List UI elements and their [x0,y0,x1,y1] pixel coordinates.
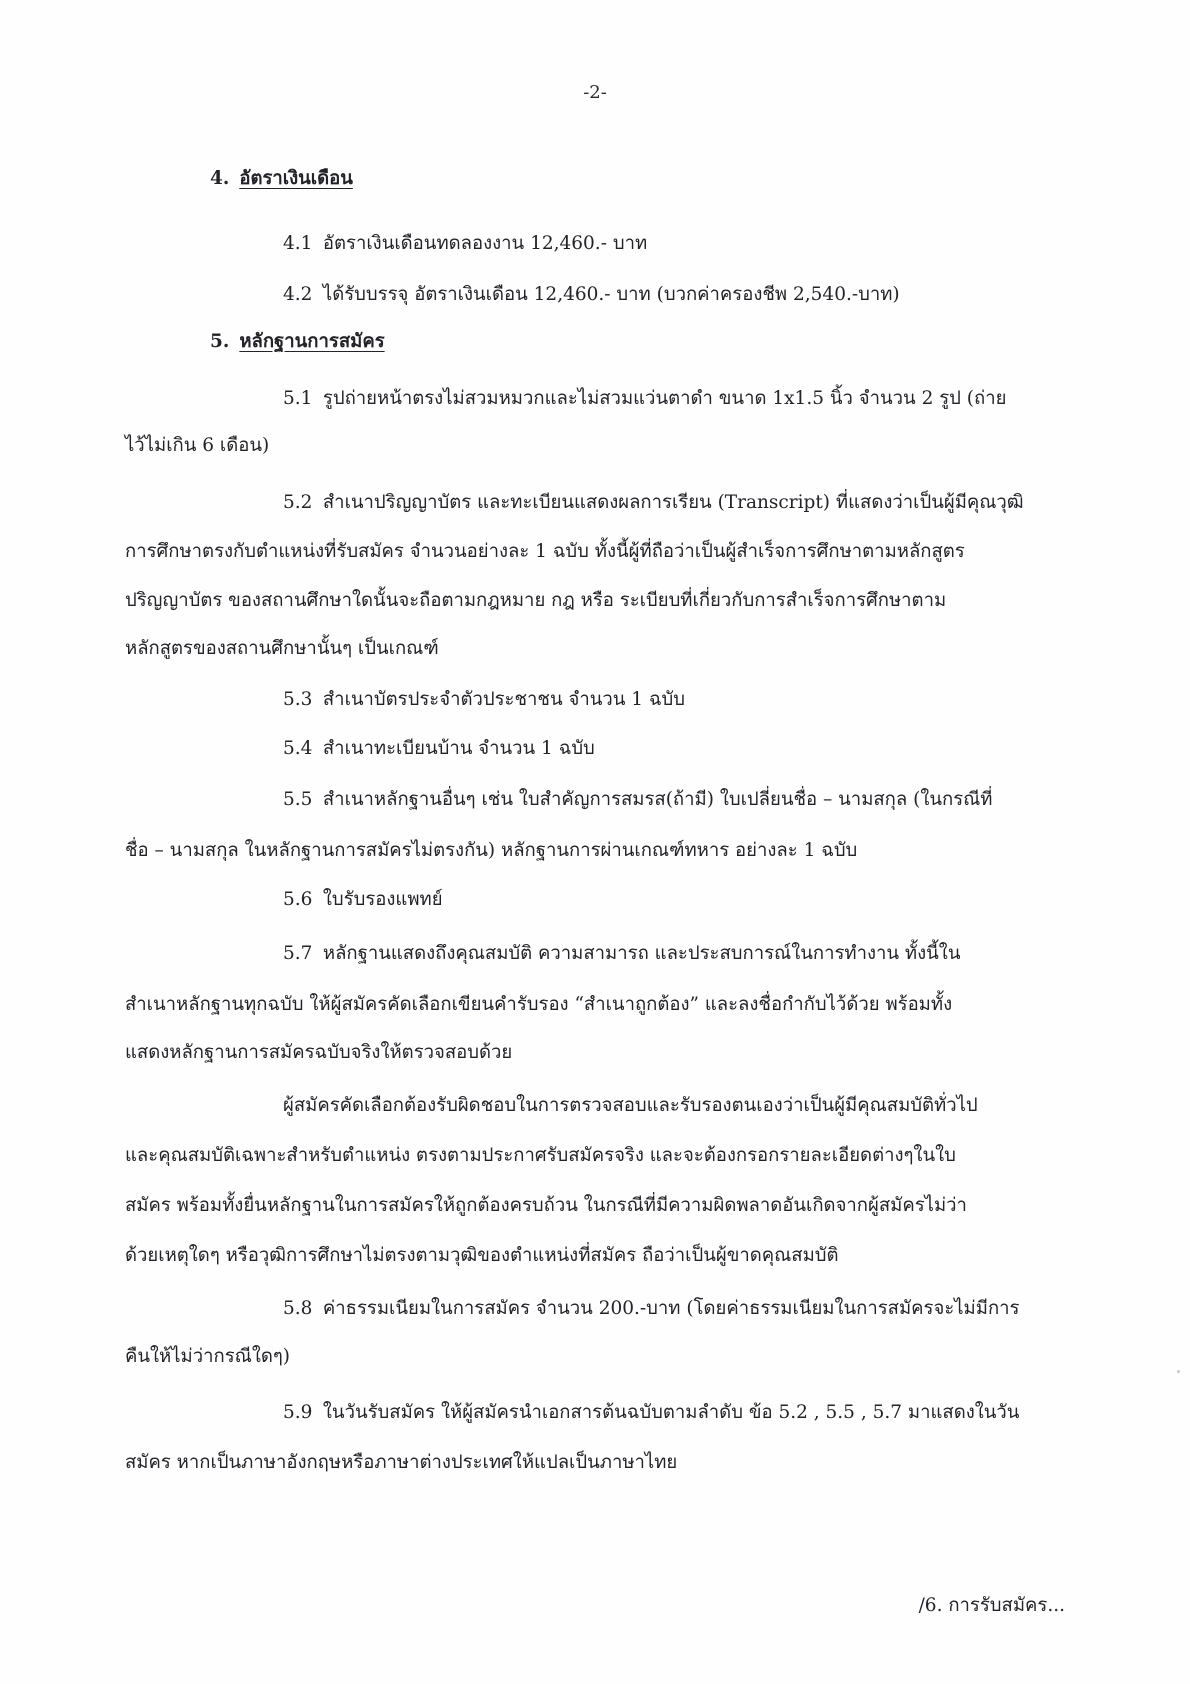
item-5-6-text: ใบรับรองแพทย์ [322,889,443,910]
item-5-6-number: 5.6 [283,889,313,910]
section-4-heading [210,166,353,192]
item-5-3-number: 5.3 [283,689,313,710]
item-5-9-text: ในวันรับสมัคร ให้ผู้สมัครนำเอกสารต้นฉบับตามลำดับ ข้อ 5.2 , 5.5 , 5.7 มาแสดงในวัน [322,1402,1020,1423]
item-5-2-line-3: ปริญญาบัตร ของสถานศึกษาใดนั้นจะถือตามกฎหมาย กฎ หรือ ระเบียบที่เกี่ยวกับการสำเร็จการศึกษาตาม [125,590,947,611]
item-5-2-number: 5.2 [283,492,313,513]
item-5-4-number: 5.4 [283,738,313,759]
item-5-2-text: สำเนาปริญญาบัตร และทะเบียนแสดงผลการเรียน (Transcript) ที่แสดงว่าเป็นผู้มีคุณวุฒิ [322,492,1024,513]
item-5-5-line-2: ชื่อ – นามสกุล ในหลักฐานการสมัครไม่ตรงกัน) หลักฐานการผ่านเกณฑ์ทหาร อย่างละ 1 ฉบับ [125,840,858,861]
item-5-7-line-2: สำเนาหลักฐานทุกฉบับ ให้ผู้สมัครคัดเลือกเขียนคำรับรอง “สำเนาถูกต้อง” และลงชื่อกำกับไว้ด้วย พร้อมทั้ง [125,994,953,1015]
item-4-1-text: อัตราเงินเดือนทดลองงาน 12,460.- บาท [322,233,648,254]
item-5-1-line-1 [283,386,1006,412]
item-5-7-text: หลักฐานแสดงถึงคุณสมบัติ ความสามารถ และประสบการณ์ในการทำงาน ทั้งนี้ใน [322,943,961,964]
responsibility-line-1: ผู้สมัครคัดเลือกต้องรับผิดชอบในการตรวจสอบและรับรองตนเองว่าเป็นผู้มีคุณสมบัติทั่วไป [283,1095,978,1116]
item-4-1-number: 4.1 [283,233,313,254]
section-5-heading [210,329,385,355]
item-5-9-number: 5.9 [283,1402,313,1423]
item-5-4-text: สำเนาทะเบียนบ้าน จำนวน 1 ฉบับ [322,738,595,759]
section-4-title: อัตราเงินเดือน [239,168,353,189]
responsibility-line-2: และคุณสมบัติเฉพาะสำหรับตำแหน่ง ตรงตามประกาศรับสมัครจริง และจะต้องกรอกรายละเอียดต่างๆในใบ [125,1145,956,1166]
item-5-8-number: 5.8 [283,1298,313,1319]
continuation-note: /6. การรับสมัคร... [918,1595,1065,1616]
item-5-7-number: 5.7 [283,943,313,964]
item-5-1-line-2: ไว้ไม่เกิน 6 เดือน) [125,435,270,456]
item-4-2 [283,282,900,308]
page-number: -2- [583,82,607,103]
item-5-8-line-2: คืนให้ไม่ว่ากรณีใดๆ) [125,1346,291,1367]
item-5-6 [283,887,443,913]
responsibility-line-3: สมัคร พร้อมทั้งยื่นหลักฐานในการสมัครให้ถูกต้องครบถ้วน ในกรณีที่มีความผิดพลาดอันเกิดจากผู้สมัครไม่ว่า [125,1195,967,1216]
section-5-number: 5. [210,331,230,352]
item-5-2-line-1 [283,490,1024,516]
item-5-5-line-1 [283,787,993,813]
item-5-7-line-1 [283,941,960,967]
item-5-7-line-3: แสดงหลักฐานการสมัครฉบับจริงให้ตรวจสอบด้วย [125,1042,513,1063]
item-4-1 [283,231,647,257]
item-5-8-text: ค่าธรรมเนียมในการสมัคร จำนวน 200.-บาท (โดยค่าธรรมเนียมในการสมัครจะไม่มีการ [322,1298,1020,1319]
item-5-9-line-1 [283,1400,1019,1426]
item-5-1-text: รูปถ่ายหน้าตรงไม่สวมหมวกและไม่สวมแว่นตาดำ ขนาด 1x1.5 นิ้ว จำนวน 2 รูป (ถ่าย [322,388,1007,409]
scan-speck [1177,1370,1180,1373]
item-5-5-number: 5.5 [283,789,313,810]
item-4-2-text: ได้รับบรรจุ อัตราเงินเดือน 12,460.- บาท (บวกค่าครองชีพ 2,540.-บาท) [322,284,900,305]
item-5-4 [283,736,595,762]
section-4-number: 4. [210,168,230,189]
item-4-2-number: 4.2 [283,284,313,305]
item-5-9-line-2: สมัคร หากเป็นภาษาอังกฤษหรือภาษาต่างประเทศให้แปลเป็นภาษาไทย [125,1452,678,1473]
item-5-3-text: สำเนาบัตรประจำตัวประชาชน จำนวน 1 ฉบับ [322,689,686,710]
item-5-5-text: สำเนาหลักฐานอื่นๆ เช่น ใบสำคัญการสมรส(ถ้ามี) ใบเปลี่ยนชื่อ – นามสกุล (ในกรณีที่ [322,789,993,810]
item-5-1-number: 5.1 [283,388,313,409]
section-5-title: หลักฐานการสมัคร [239,331,385,352]
responsibility-line-4: ด้วยเหตุใดๆ หรือวุฒิการศึกษาไม่ตรงตามวุฒิของตำแหน่งที่สมัคร ถือว่าเป็นผู้ขาดคุณสมบัติ [125,1245,839,1266]
item-5-2-line-2: การศึกษาตรงกับตำแหน่งที่รับสมัคร จำนวนอย่างละ 1 ฉบับ ทั้งนี้ผู้ที่ถือว่าเป็นผู้สำเร็จการศึกษาตามหลักสูตร [125,541,965,562]
item-5-3 [283,687,685,713]
item-5-8-line-1 [283,1296,1019,1322]
item-5-2-line-4: หลักสูตรของสถานศึกษานั้นๆ เป็นเกณฑ์ [125,638,439,659]
